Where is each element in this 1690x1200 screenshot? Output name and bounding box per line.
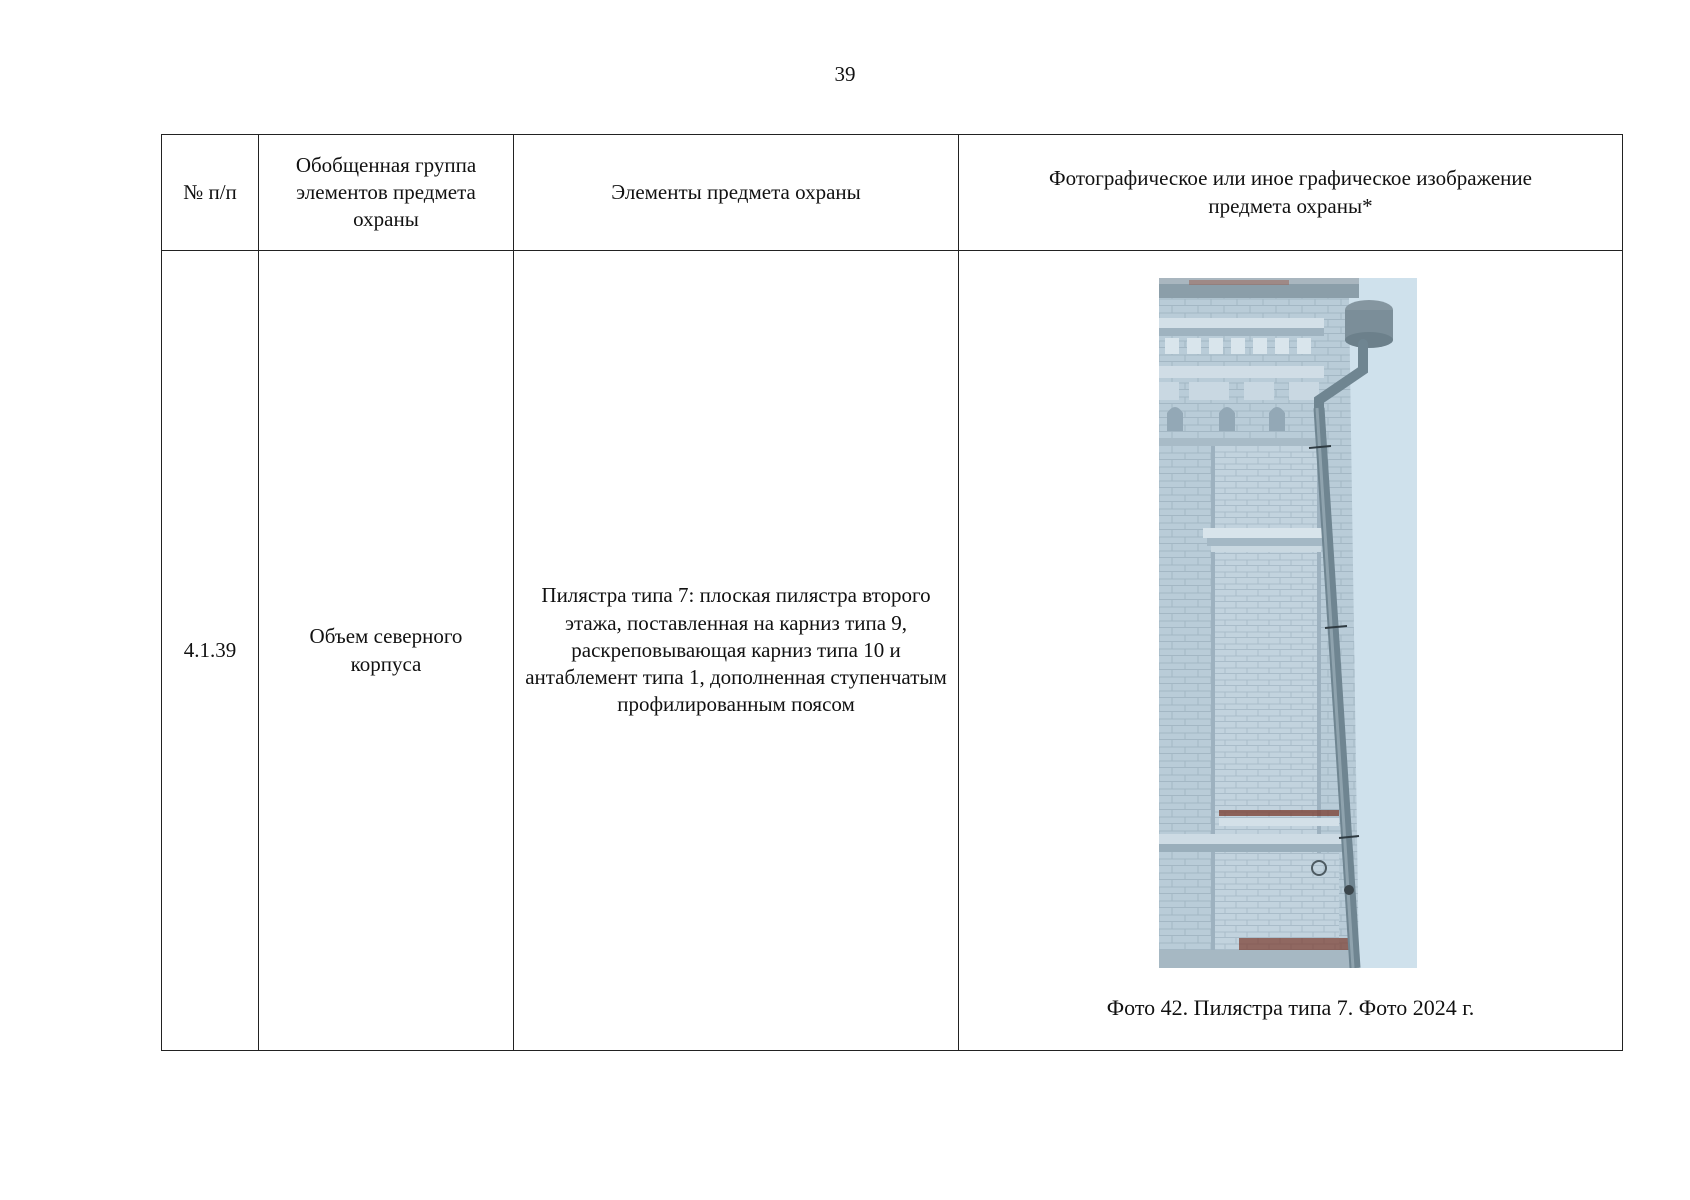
header-image (959, 135, 1623, 251)
row-group-cell (259, 251, 514, 1051)
header-group-label: Обобщенная группа элементов предмета охраны (295, 152, 477, 232)
header-elements-label: Элементы предмета охраны (611, 179, 861, 204)
header-group (259, 135, 514, 251)
row-number: 4.1.39 (183, 637, 237, 662)
photo-pilaster-drawing (1159, 278, 1417, 968)
row-elements-cell (514, 251, 959, 1051)
table-header-row (162, 135, 1623, 251)
header-number-label: № п/п (183, 179, 237, 204)
row-elements: Пилястра типа 7: плоская пилястра второго этажа, поставленная на карниз типа 9, раскреповывающая карниз типа 10 и антаблемент типа 1, дополненная ступенчатым профилированным поясом (525, 583, 947, 717)
header-elements (514, 135, 959, 251)
header-image-label: Фотографическое или иное графическое изображение предмета охраны* (1049, 166, 1532, 218)
row-group: Объем северного корпуса (309, 624, 463, 676)
page-number: 39 (834, 62, 856, 86)
header-number (162, 135, 259, 251)
table-row (162, 251, 1623, 1051)
photo-pilaster-image (1159, 278, 1417, 968)
row-number-cell (162, 251, 259, 1051)
protection-elements-table (161, 134, 1623, 1051)
row-photo-cell (959, 251, 1623, 1051)
photo-caption: Фото 42. Пилястра типа 7. Фото 2024 г. (1106, 995, 1475, 1020)
